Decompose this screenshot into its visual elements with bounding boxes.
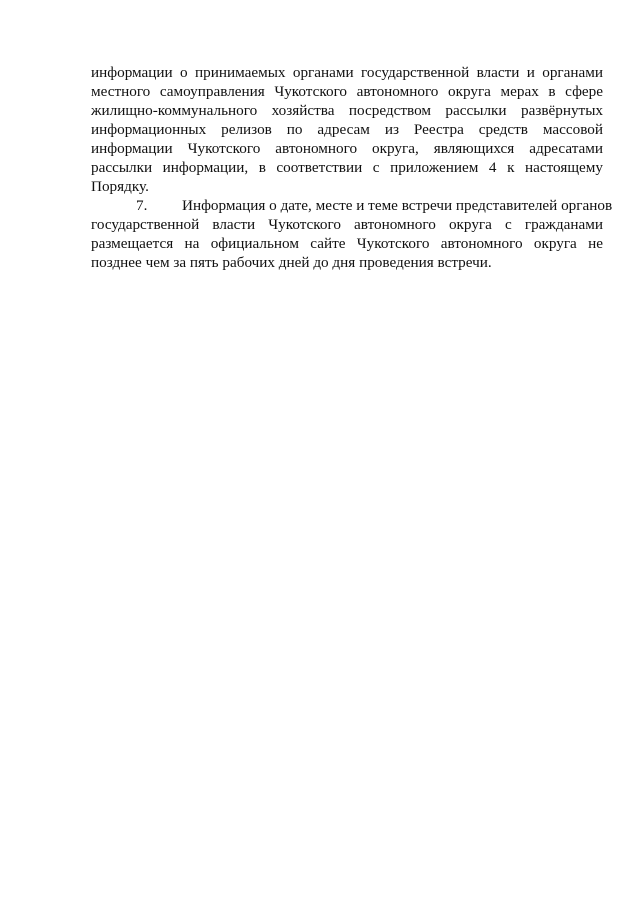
text-line: информационных релизов по адресам из Реестра средств массовой bbox=[91, 121, 603, 138]
text-line: государственной власти Чукотского автономного округа с гражданами bbox=[91, 216, 603, 233]
text-line: Информация о дате, месте и теме встречи представителей органов bbox=[182, 197, 613, 214]
paragraph-7 bbox=[91, 196, 613, 272]
text-line: рассылки информации, в соответствии с приложением 4 к настоящему bbox=[91, 159, 603, 176]
text-line: информации Чукотского автономного округа, являющихся адресатами bbox=[91, 140, 603, 157]
document-body bbox=[91, 63, 613, 272]
text-line: Порядку. bbox=[91, 178, 149, 195]
text-line: позднее чем за пять рабочих дней до дня проведения встречи. bbox=[91, 254, 492, 271]
paragraph-continued bbox=[91, 63, 603, 196]
text-line: местного самоуправления Чукотского автономного округа мерах в сфере bbox=[91, 83, 603, 100]
text-line: информации о принимаемых органами государственной власти и органами bbox=[91, 64, 603, 81]
text-line: жилищно-коммунального хозяйства посредством рассылки развёрнутых bbox=[91, 102, 603, 119]
paragraph-7-first-line bbox=[91, 196, 613, 215]
paragraph-number: 7. bbox=[136, 197, 148, 214]
text-line: размещается на официальном сайте Чукотского автономного округа не bbox=[91, 235, 603, 252]
